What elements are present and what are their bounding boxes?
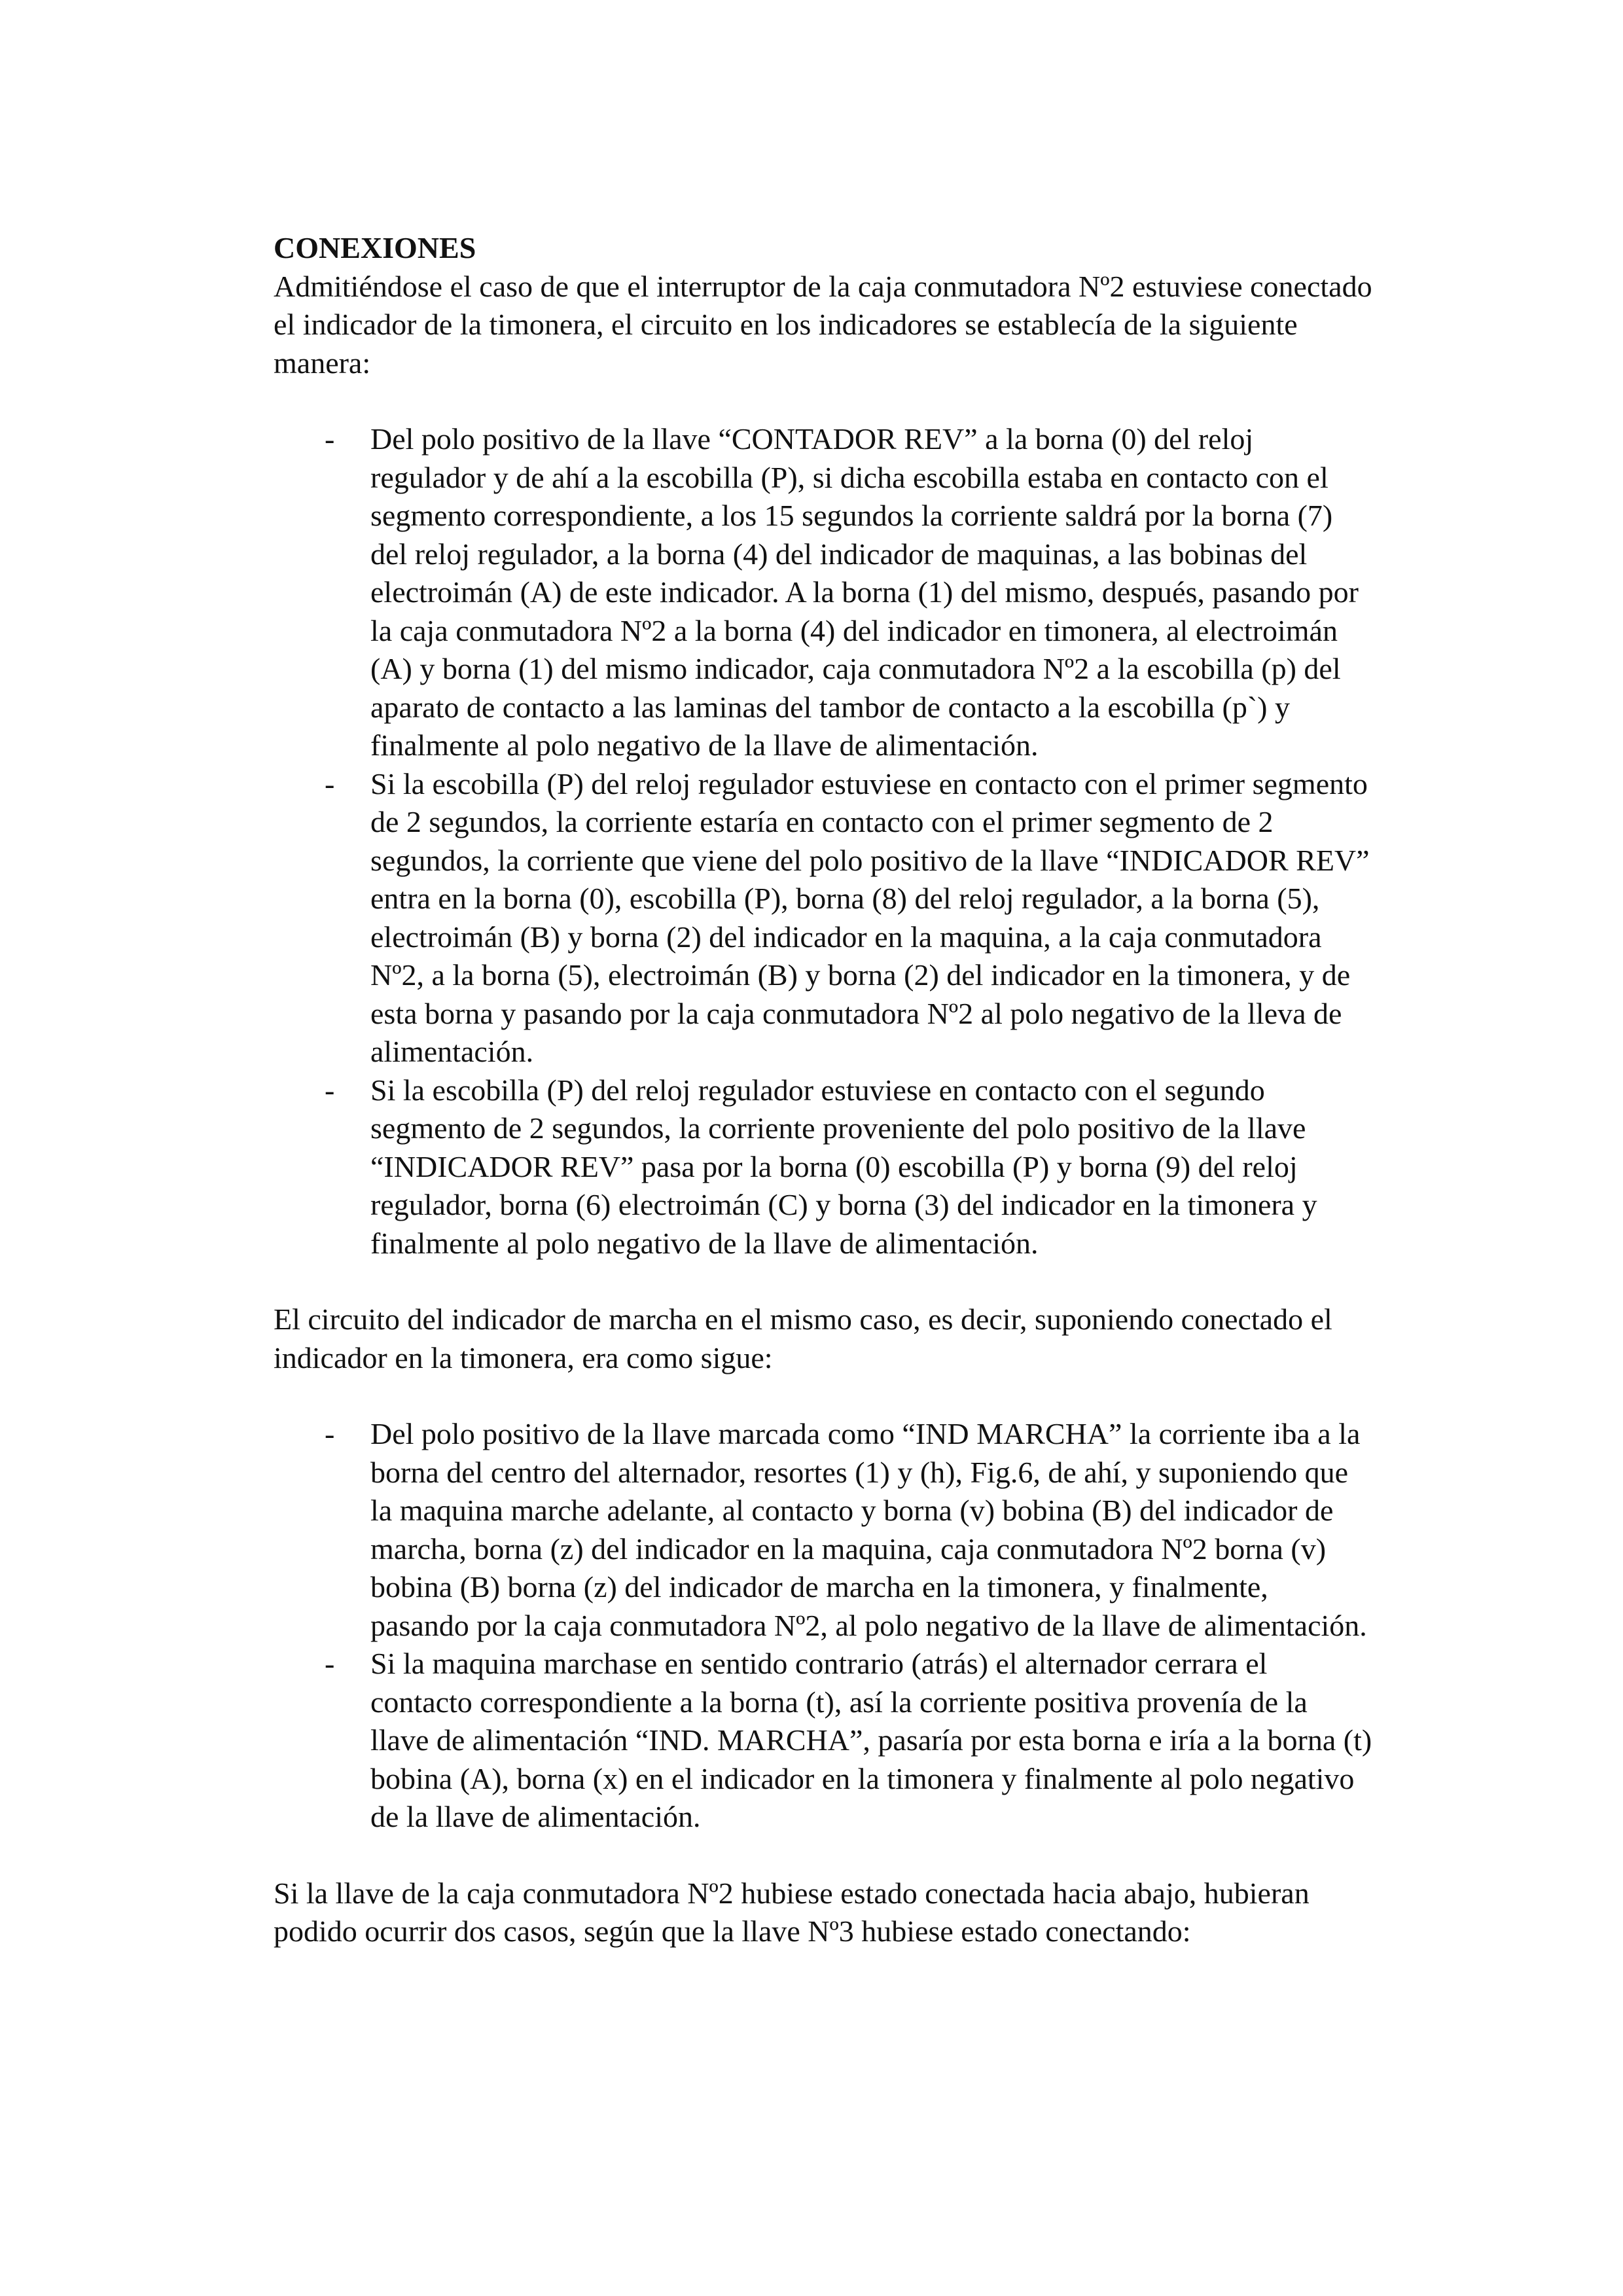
dash-bullet: - (325, 1647, 335, 1680)
list-item-text: Del polo positivo de la llave marcada como “IND MARCHA” la corriente iba a la borna del centro del alternador, resortes (1) y (h), Fig.6, de ahí, y suponiendo que la maquina marche adelante, al contacto y borna (v) bobina (B) del indicador de marcha, borna (z) del indicador en la maquina, caja conmutadora Nº2 borna (v) bobina (B) borna (z) del indicador de marcha en la timonera, y finalmente, pasando por la caja conmutadora Nº2, al polo negativo de la llave de alimentación. (370, 1417, 1367, 1642)
list-item-text: Si la escobilla (P) del reloj regulador estuviese en contacto con el segundo segmento de 2 segundos, la corriente proveniente del polo positivo de la llave “INDICADOR REV” pasa por la borna (0) escobilla (P) y borna (9) del reloj regulador, borna (6) electroimán (C) y borna (3) del indicador en la timonera y finalmente al polo negativo de la llave de alimentación. (370, 1073, 1317, 1260)
list-item-text: Si la maquina marchase en sentido contrario (atrás) el alternador cerrara el contacto correspondiente a la borna (t), así la corriente positiva provenía de la llave de alimentación “IND. MARCHA”, pasaría por esta borna e iría a la borna (t) bobina (A), borna (x) en el indicador en la timonera y finalmente al polo negativo de la llave de alimentación. (370, 1647, 1372, 1833)
list-item (274, 1071, 1373, 1263)
marcha-paragraph: El circuito del indicador de marcha en el mismo caso, es decir, suponiendo conectado el indicador en la timonera, era como sigue: (274, 1302, 1332, 1374)
list-item (274, 1645, 1373, 1837)
list-item (274, 1415, 1373, 1645)
dash-bullet: - (325, 422, 335, 456)
dash-bullet: - (325, 766, 335, 800)
connection-list-2 (274, 1415, 1373, 1837)
dash-bullet: - (325, 1417, 335, 1450)
list-item (274, 765, 1373, 1071)
connection-list-1 (274, 420, 1373, 1263)
dash-bullet: - (325, 1073, 335, 1107)
list-item (274, 420, 1373, 765)
list-item-text: Del polo positivo de la llave “CONTADOR REV” a la borna (0) del reloj regulador y de ahí a la escobilla (P), si dicha escobilla estaba en contacto con el segmento correspondiente, a los 15 segundos la corriente saldrá por la borna (7) del reloj regulador, a la borna (4) del indicador de maquinas, a las bobinas del electroimán (A) de este indicador. A la borna (1) del mismo, después, pasando por la caja conmutadora Nº2 a la borna (4) del indicador en timonera, al electroimán (A) y borna (1) del mismo indicador, caja conmutadora Nº2 a la escobilla (p) del aparato de contacto a las laminas del tambor de contacto a la escobilla (p`) y finalmente al polo negativo de la llave de alimentación. (370, 422, 1359, 762)
document-body (274, 229, 1373, 1951)
list-item-text: Si la escobilla (P) del reloj regulador estuviese en contacto con el primer segmento de 2 segundos, la corriente estaría en contacto con el primer segmento de 2 segundos, la corriente que viene del polo positivo de la llave “INDICADOR REV” entra en la borna (0), escobilla (P), borna (8) del reloj regulador, a la borna (5), electroimán (B) y borna (2) del indicador en la maquina, a la caja conmutadora Nº2, a la borna (5), electroimán (B) y borna (2) del indicador en la timonera, y de esta borna y pasando por la caja conmutadora Nº2 al polo negativo de la lleva de alimentación. (370, 766, 1370, 1068)
section-heading: CONEXIONES (274, 231, 476, 264)
closing-paragraph: Si la llave de la caja conmutadora Nº2 hubiese estado conectada hacia abajo, hubieran podido ocurrir dos casos, según que la llave Nº3 hubiese estado conectando: (274, 1876, 1310, 1948)
intro-paragraph: Admitiéndose el caso de que el interruptor de la caja conmutadora Nº2 estuviese conectado el indicador de la timonera, el circuito en los indicadores se establecía de la siguiente manera: (274, 269, 1372, 380)
